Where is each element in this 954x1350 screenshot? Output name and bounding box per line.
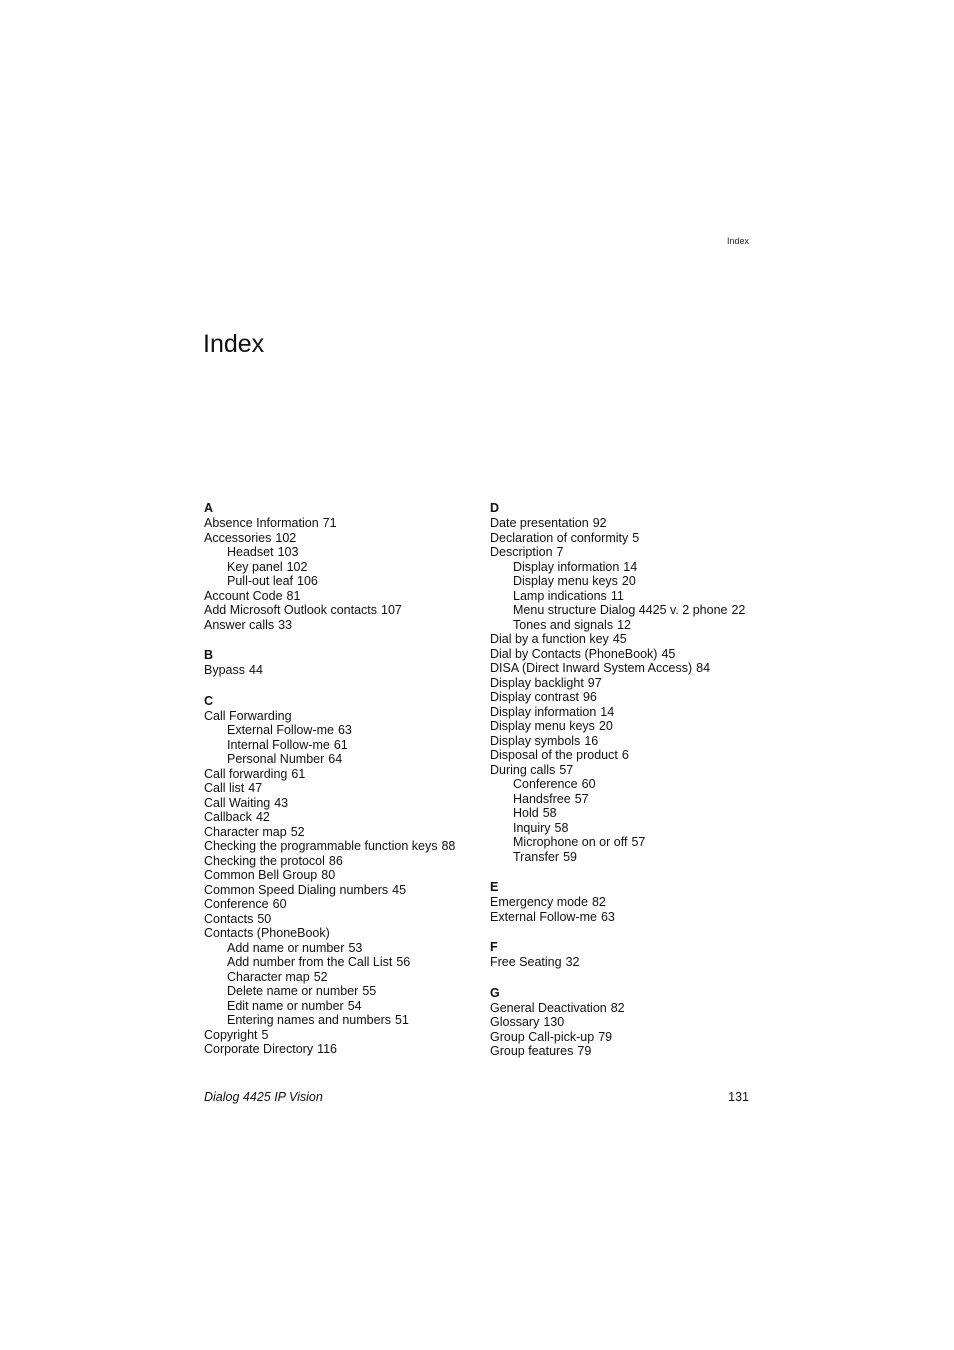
index-entry [490,1030,760,1045]
page-title: Index [203,330,265,358]
entry-term: Answer calls [204,617,275,632]
entry-term: Add number from the Call List [227,955,393,969]
index-entry [204,603,474,618]
entry-term: Contacts (PhoneBook) [204,926,330,940]
index-entry [204,709,474,724]
index-entry [204,897,474,912]
index-entry [204,883,474,898]
entry-term: Entering names and numbers [227,1013,391,1027]
entry-term: Call Waiting [204,795,271,810]
entry-page-number: 82 [610,1000,625,1015]
index-subentry [490,589,760,604]
entry-term: DISA (Direct Inward System Access) [490,661,693,675]
index-section [490,986,760,1059]
entry-term: Date presentation [490,516,589,530]
index-subentry [490,850,760,865]
index-entry [490,910,760,925]
entry-term: Free Seating [490,955,562,969]
entry-page-number: 61 [291,766,306,781]
entry-term: Account Code [204,588,283,603]
index-entry [490,647,760,662]
entry-term: General Deactivation [490,1000,607,1015]
entry-page-number: 16 [584,733,599,748]
entry-page-number: 32 [565,955,580,969]
entry-page-number: 81 [286,588,301,603]
entry-term: Description [490,545,553,559]
entry-term: Add Microsoft Outlook contacts [204,603,377,617]
entry-page-number: 58 [554,820,569,835]
index-entry [490,1015,760,1030]
entry-term: Key panel [227,559,283,574]
entry-page-number: 5 [261,1027,269,1042]
entry-page-number: 14 [600,704,615,719]
entry-term: Bypass [204,663,245,677]
entry-page-number: 130 [543,1015,565,1029]
entry-term: Edit name or number [227,998,344,1013]
index-subentry [490,835,760,850]
entry-term: External Follow-me [490,909,597,924]
entry-page-number: 22 [731,603,746,617]
entry-term: Delete name or number [227,984,359,998]
entry-term: Glossary [490,1015,540,1029]
entry-term: Character map [204,824,287,839]
entry-page-number: 44 [249,663,263,677]
index-subentry [490,792,760,807]
index-entry [490,690,760,705]
index-entry [490,1044,760,1059]
entry-term: Group Call-pick-up [490,1029,595,1044]
entry-page-number: 88 [441,839,456,853]
index-entry [204,810,474,825]
index-subentry [204,560,474,575]
entry-page-number: 102 [275,530,297,545]
index-entry [204,767,474,782]
entry-page-number: 47 [248,781,263,795]
section-letter: D [490,501,500,515]
index-subentry [204,984,474,999]
entry-term: Disposal of the product [490,748,618,762]
entry-term: Display information [513,559,620,574]
entry-term: Transfer [513,849,560,864]
index-section [490,940,760,970]
index-section [490,880,760,924]
index-section [204,694,474,1057]
entry-page-number: 52 [290,824,305,839]
entry-page-number: 51 [394,1013,409,1027]
index-subentry [204,723,474,738]
index-entry [204,531,474,546]
entry-term: Contacts [204,911,254,926]
index-subentry [490,777,760,792]
entry-term: Character map [227,969,310,984]
index-entry [490,531,760,546]
index-entry [204,926,474,941]
index-column-right [490,501,760,1075]
entry-page-number: 57 [559,762,574,777]
index-entry [490,734,760,749]
entry-term: Callback [204,810,252,824]
footer-document-title: Dialog 4425 IP Vision [204,1090,323,1104]
index-column-left [204,501,474,1073]
entry-page-number: 14 [623,559,638,574]
entry-page-number: 42 [255,810,270,824]
entry-page-number: 102 [286,559,308,574]
entry-page-number: 60 [581,777,596,791]
entry-page-number: 7 [556,545,564,559]
entry-page-number: 45 [392,882,407,897]
entry-page-number: 80 [321,868,336,882]
index-entry [204,618,474,633]
index-subentry [204,999,474,1014]
entry-term: Display information [490,704,597,719]
entry-page-number: 59 [563,849,577,864]
entry-page-number: 43 [274,795,289,810]
index-entry [204,663,474,678]
index-entry [490,632,760,647]
entry-page-number: 11 [610,588,624,603]
section-letter: F [490,940,498,954]
entry-page-number: 107 [381,603,402,617]
entry-page-number: 60 [272,897,287,911]
entry-term: Inquiry [513,820,551,835]
entry-term: Dial by a function key [490,632,609,646]
entry-page-number: 53 [348,940,363,955]
entry-page-number: 79 [598,1029,613,1044]
index-entry [490,676,760,691]
entry-term: Checking the programmable function keys [204,839,438,853]
index-entry [204,839,474,854]
entry-term: Absence Information [204,516,319,530]
index-subentry [204,955,474,970]
index-entry [204,912,474,927]
index-subentry [204,574,474,589]
index-entry [490,705,760,720]
index-entry [490,545,760,560]
entry-term: Dial by Contacts (PhoneBook) [490,646,658,661]
entry-term: During calls [490,762,556,777]
footer-page-number: 131 [728,1090,749,1104]
entry-term: Common Bell Group [204,868,318,882]
index-section [204,501,474,632]
index-entry [490,748,760,763]
entry-page-number: 45 [612,632,627,646]
entry-page-number: 79 [577,1044,592,1058]
section-letter: C [204,693,214,708]
entry-page-number: 55 [362,984,377,998]
entry-page-number: 116 [317,1042,338,1056]
entry-term: Add name or number [227,940,345,955]
entry-term: Common Speed Dialing numbers [204,882,389,897]
entry-page-number: 45 [661,646,676,661]
entry-page-number: 103 [277,545,299,559]
index-entry [490,661,760,676]
entry-term: Accessories [204,530,272,545]
entry-page-number: 96 [582,690,597,704]
entry-page-number: 106 [297,574,318,588]
index-subentry [204,752,474,767]
index-subentry [204,545,474,560]
entry-term: Conference [513,777,578,791]
index-entry [490,1001,760,1016]
index-entry [490,763,760,778]
index-entry [204,781,474,796]
index-subentry [204,1013,474,1028]
entry-page-number: 84 [696,661,711,675]
index-subentry [204,970,474,985]
index-subentry [490,574,760,589]
entry-term: Display symbols [490,733,581,748]
index-section [490,501,760,864]
index-entry [204,825,474,840]
entry-term: Display contrast [490,690,579,704]
index-entry [204,796,474,811]
entry-term: Corporate Directory [204,1042,314,1056]
index-entry [490,719,760,734]
entry-term: Menu structure Dialog 4425 v. 2 phone [513,603,728,617]
entry-page-number: 57 [631,835,646,849]
entry-page-number: 6 [621,748,629,762]
index-subentry [490,560,760,575]
entry-page-number: 56 [396,955,411,969]
entry-term: External Follow-me [227,723,334,737]
index-entry [490,895,760,910]
entry-page-number: 64 [328,752,343,766]
entry-term: Display menu keys [513,574,618,588]
entry-page-number: 82 [591,895,606,909]
entry-page-number: 57 [574,791,589,806]
entry-term: Hold [513,806,539,820]
entry-term: Group features [490,1044,574,1058]
section-letter: E [490,880,499,894]
entry-term: Call forwarding [204,766,288,781]
index-entry [204,589,474,604]
entry-term: Call Forwarding [204,708,292,723]
index-entry [490,516,760,531]
index-entry [204,1042,474,1057]
entry-term: Tones and signals [513,617,614,632]
entry-page-number: 71 [322,516,337,530]
index-entry [204,1028,474,1043]
index-entry [204,516,474,531]
entry-term: Display menu keys [490,719,595,733]
index-section [204,648,474,678]
entry-page-number: 5 [632,530,640,545]
entry-term: Internal Follow-me [227,737,330,752]
entry-term: Declaration of conformity [490,530,629,545]
entry-term: Personal Number [227,752,325,766]
entry-term: Call list [204,781,245,795]
entry-term: Copyright [204,1027,258,1042]
index-subentry [490,821,760,836]
entry-page-number: 20 [598,719,613,733]
index-entry [204,854,474,869]
index-subentry [490,603,760,618]
entry-term: Headset [227,545,274,559]
entry-page-number: 20 [621,574,636,588]
entry-page-number: 54 [347,998,362,1013]
entry-term: Conference [204,897,269,911]
entry-page-number: 50 [257,911,272,926]
entry-page-number: 58 [542,806,557,820]
index-subentry [204,738,474,753]
entry-term: Pull-out leaf [227,574,294,588]
index-subentry [490,618,760,633]
entry-term: Emergency mode [490,895,588,909]
section-letter: A [204,501,214,515]
entry-page-number: 97 [587,675,602,690]
index-entry [490,955,760,970]
index-subentry [204,941,474,956]
entry-term: Microphone on or off [513,835,628,849]
index-subentry [490,806,760,821]
entry-term: Handsfree [513,791,571,806]
index-entry [204,868,474,883]
section-letter: G [490,985,500,1000]
entry-term: Display backlight [490,675,584,690]
entry-page-number: 52 [313,969,328,984]
running-header: Index [726,236,749,246]
entry-page-number: 92 [592,516,607,530]
entry-term: Checking the protocol [204,853,325,868]
entry-page-number: 33 [278,617,293,632]
entry-page-number: 12 [617,617,631,632]
entry-page-number: 63 [600,909,615,924]
entry-page-number: 61 [333,737,348,752]
section-letter: B [204,648,214,662]
entry-page-number: 86 [328,853,343,868]
entry-page-number: 63 [337,723,352,737]
entry-term: Lamp indications [513,588,607,603]
